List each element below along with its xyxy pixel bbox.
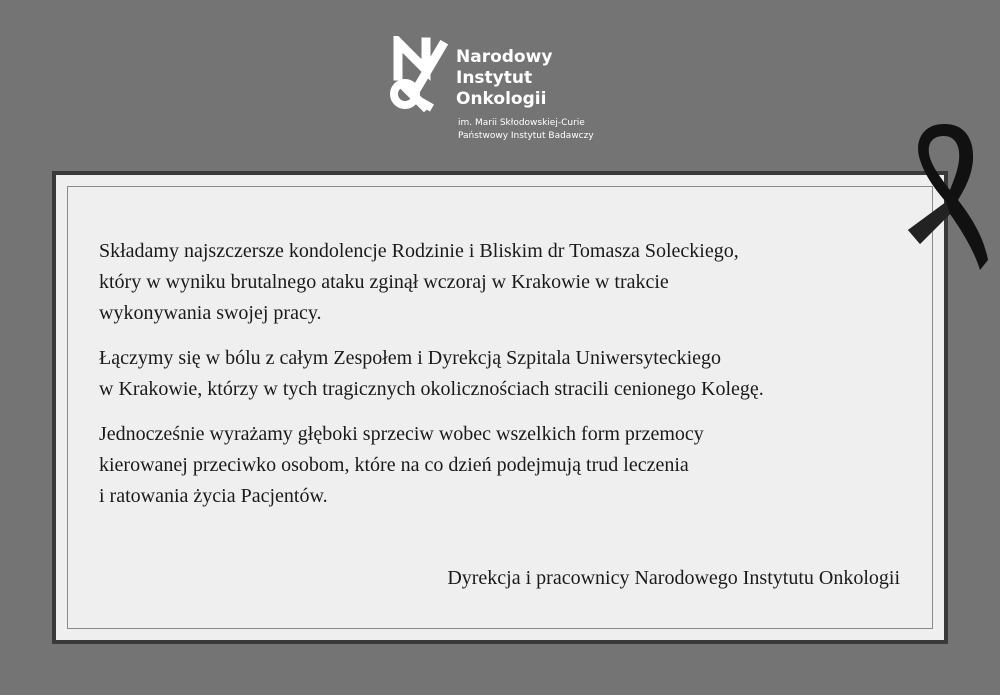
logo-name-line: Instytut [456,68,533,88]
message-line: Składamy najszczersze kondolencje Rodzinie i Bliskim dr Tomasza Soleckiego, [99,240,739,262]
logo-subtitle [458,117,594,143]
message-line: w Krakowie, którzy w tych tragicznych okolicznościach stracili cenionego Kolegę. [99,378,764,400]
message-line: Łączymy się w bólu z całym Zespołem i Dyrekcją Szpitala Uniwersyteckiego [99,347,722,369]
logo-name-line: Narodowy [456,47,553,67]
logo-name-line: Onkologii [456,89,547,109]
signature: Dyrekcja i pracownicy Narodowego Instytutu Onkologii [447,567,900,589]
message-line: kierowanej przeciwko osobom, które na co dzień podejmują trud leczenia [99,454,689,476]
condolence-card [52,171,948,644]
message-paragraph-3 [99,419,909,512]
logo-subtitle-line: Państwowy Instytut Badawczy [458,131,594,141]
message-paragraph-1 [99,236,909,329]
message-line: i ratowania życia Pacjentów. [99,485,328,507]
message-line: który w wyniku brutalnego ataku zginął wczoraj w Krakowie w trakcie [99,271,669,293]
card-inner [56,175,944,640]
institute-logo [388,36,628,146]
message-line: Jednocześnie wyrażamy głęboki sprzeciw wobec wszelkich form przemocy [99,423,704,445]
message-line: wykonywania swojej pracy. [99,302,322,324]
nio-logo-mark-icon [388,36,450,112]
message-paragraph-2 [99,343,909,405]
mourning-ribbon-icon [900,118,990,273]
logo-name [456,47,552,110]
condolence-message [99,236,909,526]
logo-subtitle-line: im. Marii Skłodowskiej-Curie [458,118,585,128]
